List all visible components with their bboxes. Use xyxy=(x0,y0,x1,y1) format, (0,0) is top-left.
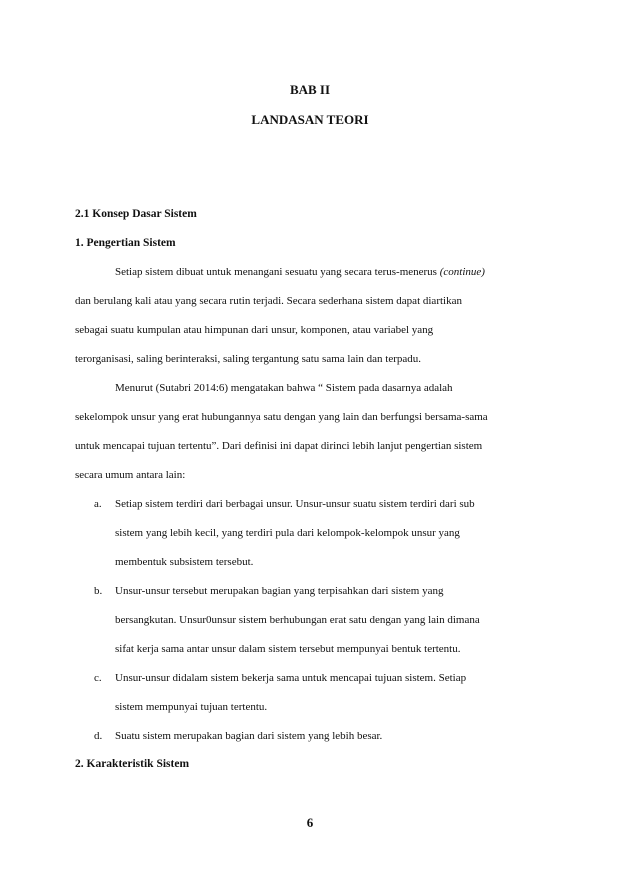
list-item-b-line3: sifat kerja sama antar unsur dalam sistem tersebut mempunyai bentuk tertentu. xyxy=(115,643,461,655)
paragraph1-line2: dan berulang kali atau yang secara rutin terjadi. Secara sederhana sistem dapat diartikan xyxy=(75,295,462,307)
chapter-title: LANDASAN TEORI xyxy=(251,112,369,127)
list-item-d-line1: Suatu sistem merupakan bagian dari sistem yang lebih besar. xyxy=(115,730,383,742)
paragraph2-line1: Menurut (Sutabri 2014:6) mengatakan bahwa “ Sistem pada dasarnya adalah xyxy=(115,382,453,394)
paragraph1-line1-text: Setiap sistem dibuat untuk menangani sesuatu yang secara terus-menerus xyxy=(115,266,440,278)
subsection-heading: 1. Pengertian Sistem xyxy=(75,237,176,249)
paragraph1-line3: sebagai suatu kumpulan atau himpunan dari unsur, komponen, atau variabel yang xyxy=(75,324,434,336)
list-item-c-line2: sistem mempunyai tujuan tertentu. xyxy=(115,701,268,713)
chapter-number: BAB II xyxy=(289,82,331,97)
next-subsection-heading: 2. Karakteristik Sistem xyxy=(75,758,190,770)
list-item-c-letter: c. xyxy=(94,672,102,684)
list-item-a-letter: a. xyxy=(94,498,102,510)
paragraph1-line4: terorganisasi, saling berinteraksi, saling tergantung satu sama lain dan terpadu. xyxy=(75,353,422,365)
list-item-b-line1: Unsur-unsur tersebut merupakan bagian yang terpisahkan dari sistem yang xyxy=(115,585,444,597)
list-item-a-line2: sistem yang lebih kecil, yang terdiri pula dari kelompok-kelompok unsur yang xyxy=(115,527,460,539)
list-item-a-line3: membentuk subsistem tersebut. xyxy=(115,556,254,568)
list-item-b-line2: bersangkutan. Unsur0unsur sistem berhubungan erat satu dengan yang lain dimana xyxy=(115,614,480,626)
paragraph2-line2: sekelompok unsur yang erat hubungannya satu dengan yang lain dan berfungsi bersama-sama xyxy=(75,411,488,423)
list-item-a-line1: Setiap sistem terdiri dari berbagai unsur. Unsur-unsur suatu sistem terdiri dari sub xyxy=(115,498,475,510)
list-item-c-line1: Unsur-unsur didalam sistem bekerja sama untuk mencapai tujuan sistem. Setiap xyxy=(115,672,467,684)
paragraph1-line1 xyxy=(115,266,485,278)
list-item-b-letter: b. xyxy=(94,585,103,597)
paragraph2-line3: untuk mencapai tujuan tertentu”. Dari definisi ini dapat dirinci lebih lanjut pengertian sistem xyxy=(75,440,483,452)
section-heading: 2.1 Konsep Dasar Sistem xyxy=(75,208,197,220)
list-item-d-letter: d. xyxy=(94,730,103,742)
paragraph2-line4: secara umum antara lain: xyxy=(75,469,186,481)
paragraph1-italic-term: (continue) xyxy=(439,266,485,278)
page-number: 6 xyxy=(306,815,314,830)
